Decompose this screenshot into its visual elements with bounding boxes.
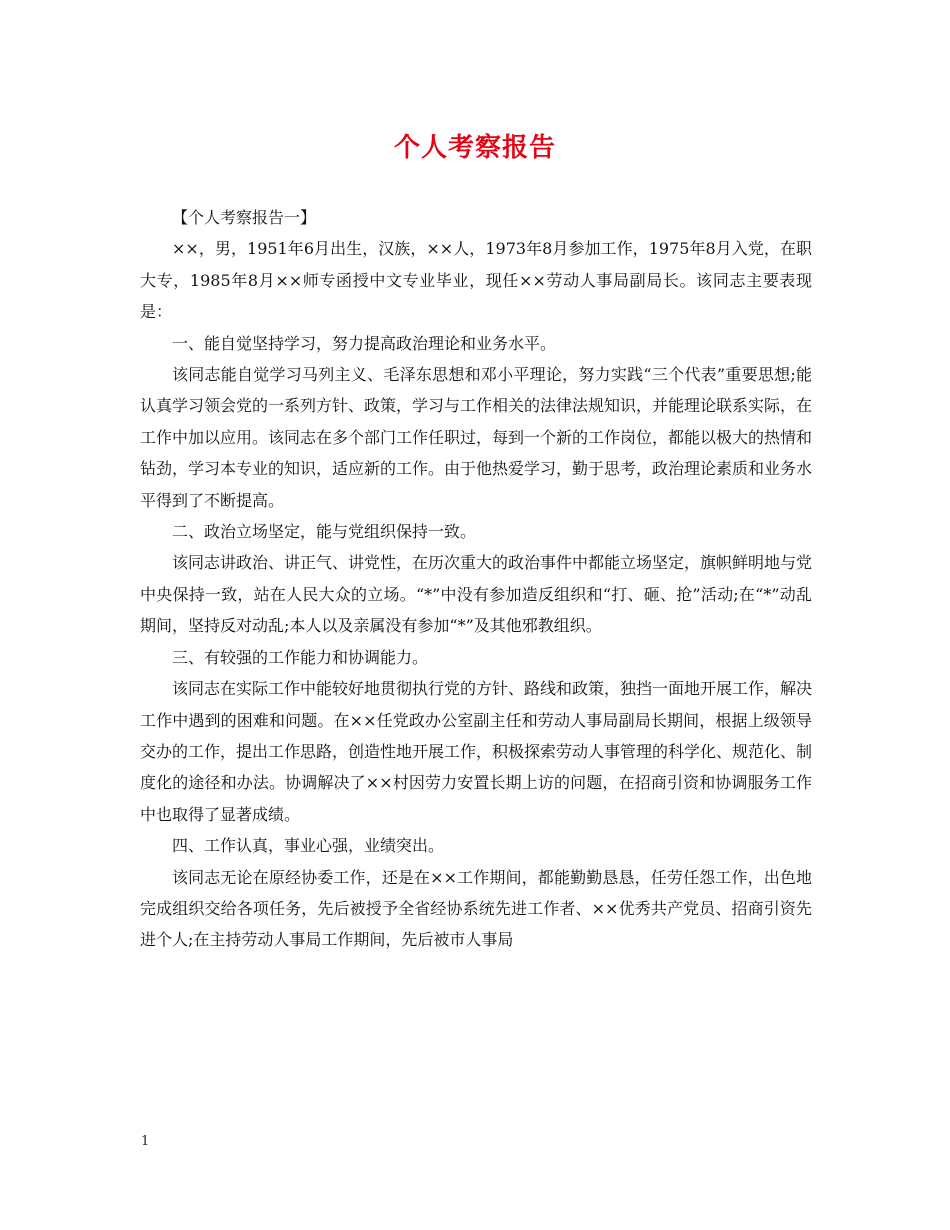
paragraph: ××，男，1951年6月出生，汉族，××人，1973年8月参加工作，1975年8月入党，在职大专，1985年8月××师专函授中文专业毕业，现任××劳动人事局副局长。该同志主要表现是： [140,239,812,322]
paragraph: 该同志讲政治、讲正气、讲党性，在历次重大的政治事件中都能立场坚定，旗帜鲜明地与党中央保持一致，站在人民大众的立场。“*”中没有参加造反组织和“打、砸、抢”活动;在“*”动乱期间，坚持反对动乱;本人以及亲属没有参加“*”及其他邪教组织。 [140,553,813,636]
point-heading: 二、政治立场坚定，能与党组织保持一致。 [172,522,477,542]
paragraph: 该同志无论在原经协委工作，还是在××工作期间，都能勤勤恳恳，任劳任怨工作，出色地完成组织交给各项任务，先后被授予全省经协系统先进工作者、××优秀共产党员、招商引资先进个人;在主持劳动人事局工作期间，先后被市人事局 [140,867,812,950]
point-heading: 三、有较强的工作能力和协调能力。 [172,647,429,667]
document-title: 个人考察报告 [393,133,556,163]
paragraph: 该同志在实际工作中能较好地贯彻执行党的方针、路线和政策，独挡一面地开展工作，解决工作中遇到的困难和问题。在××任党政办公室副主任和劳动人事局副局长期间，根据上级领导交办的工作，提出工作思路，创造性地开展工作，积极探索劳动人事管理的科学化、规范化、制度化的途径和办法。协调解决了××村因劳力安置长期上访的问题，在招商引资和协调服务工作中也取得了显著成绩。 [140,679,813,824]
page-number: 1 [141,1134,150,1149]
section-heading: 【个人考察报告一】 [172,208,317,227]
point-heading: 四、工作认真，事业心强，业绩突出。 [172,836,445,856]
point-heading: 一、能自觉坚持学习，努力提高政治理论和业务水平。 [172,333,557,353]
paragraph: 该同志能自觉学习马列主义、毛泽东思想和邓小平理论，努力实践“三个代表”重要思想;能认真学习领会党的一系列方针、政策，学习与工作相关的法律法规知识，并能理论联系实际，在工作中加以应用。该同志在多个部门工作任职过，每到一个新的工作岗位，都能以极大的热情和钻劲，学习本专业的知识，适应新的工作。由于他热爱学习，勤于思考，政治理论素质和业务水平得到了不断提高。 [140,365,813,510]
document-body [140,202,812,956]
